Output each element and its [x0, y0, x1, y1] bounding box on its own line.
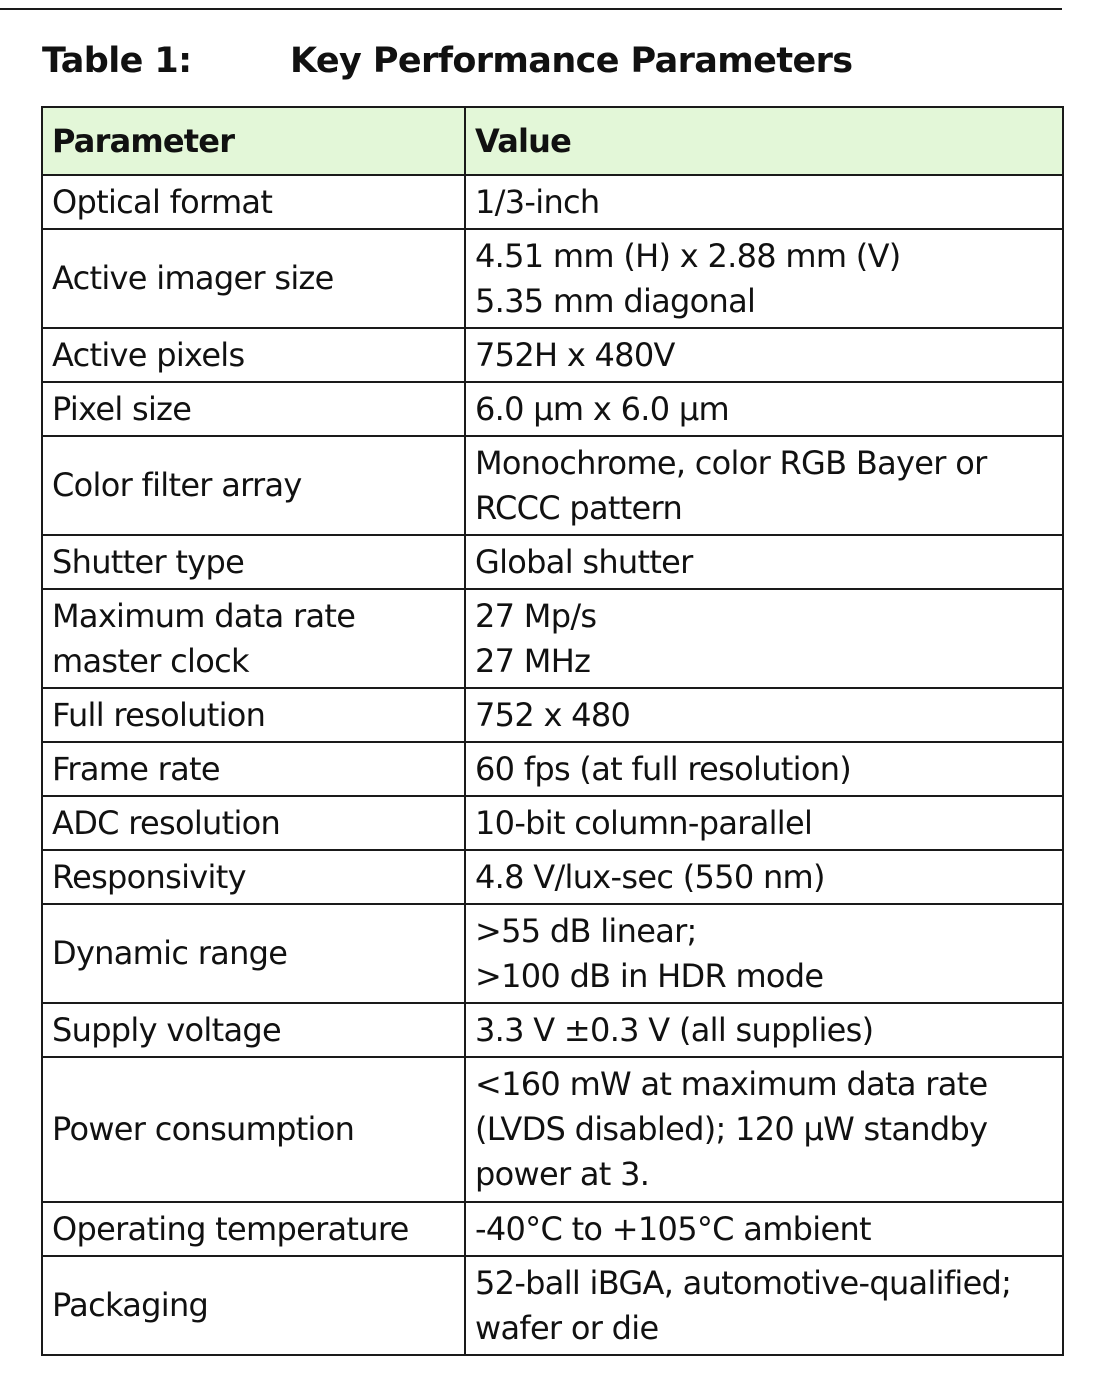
parameter-cell-line: Packaging [52, 1286, 209, 1324]
value-cell-line: 1/3-inch [475, 182, 600, 221]
parameter-cell-line: Active pixels [52, 335, 245, 374]
header-parameter: Parameter [42, 107, 465, 175]
parameter-cell-line: master clock [52, 641, 249, 680]
value-cell-line: 3.3 V ±0.3 V (all supplies) [475, 1010, 874, 1049]
parameter-cell-line: ADC resolution [52, 803, 281, 842]
parameter-cell [42, 796, 465, 850]
parameter-cell-line: Supply voltage [52, 1010, 281, 1049]
value-cell-line: 4.51 mm (H) x 2.88 mm (V) [475, 236, 901, 275]
parameter-cell [42, 904, 465, 1003]
parameter-cell [42, 535, 465, 589]
value-cell-line: power at 3. [475, 1155, 650, 1193]
value-cell-line: 60 fps (at full resolution) [475, 749, 852, 788]
table-row [42, 328, 1063, 382]
key-performance-parameters-table [41, 106, 1064, 1356]
value-cell-line: >55 dB linear; [475, 911, 697, 950]
table-title: Key Performance Parameters [290, 41, 853, 81]
value-cell-line: 4.8 V/lux-sec (550 nm) [475, 857, 825, 896]
parameter-cell-line: Color filter array [52, 466, 302, 504]
table-row [42, 850, 1063, 904]
table-row [42, 742, 1063, 796]
table-row [42, 175, 1063, 229]
value-cell-line: -40°C to +105°C ambient [475, 1209, 871, 1248]
value-cell-line: 752 x 480 [475, 695, 631, 734]
value-cell-line: 10-bit column-parallel [475, 803, 813, 842]
table-row [42, 1202, 1063, 1256]
table-row [42, 904, 1063, 1003]
parameter-cell [42, 1202, 465, 1256]
value-cell-line: Monochrome, color RGB Bayer or [475, 443, 987, 482]
value-cell [465, 1256, 1063, 1355]
value-cell-line: 5.35 mm diagonal [475, 281, 756, 320]
parameter-cell-line: Power consumption [52, 1110, 355, 1148]
table-number: Table 1: [42, 41, 192, 81]
value-cell-line: <160 mW at maximum data rate [475, 1065, 988, 1103]
parameter-cell [42, 1003, 465, 1057]
value-cell-line: (LVDS disabled); 120 μW standby [475, 1110, 988, 1148]
table-row [42, 535, 1063, 589]
table-row [42, 688, 1063, 742]
value-cell [465, 688, 1063, 742]
value-cell-line: >100 dB in HDR mode [475, 956, 824, 995]
value-cell [465, 904, 1063, 1003]
table-row [42, 229, 1063, 328]
parameter-cell-line: Responsivity [52, 857, 246, 896]
value-cell-line: 52-ball iBGA, automotive-qualified; [475, 1263, 1012, 1302]
parameter-cell [42, 175, 465, 229]
value-cell [465, 175, 1063, 229]
parameter-cell [42, 1057, 465, 1202]
parameter-cell [42, 382, 465, 436]
value-cell [465, 796, 1063, 850]
value-cell [465, 1003, 1063, 1057]
parameter-cell [42, 229, 465, 328]
value-cell-line: Global shutter [475, 542, 693, 581]
parameter-cell-line: Full resolution [52, 695, 266, 734]
table-row [42, 1256, 1063, 1355]
value-cell [465, 1202, 1063, 1256]
parameter-cell-line: Optical format [52, 182, 273, 221]
parameter-cell [42, 688, 465, 742]
parameter-cell-line: Pixel size [52, 389, 192, 428]
parameter-cell-line: Shutter type [52, 542, 245, 581]
parameter-cell-line: Maximum data rate [52, 596, 356, 635]
value-cell [465, 742, 1063, 796]
parameter-cell [42, 742, 465, 796]
parameter-cell [42, 328, 465, 382]
value-cell-line: wafer or die [475, 1308, 659, 1347]
value-cell [465, 229, 1063, 328]
table-row [42, 796, 1063, 850]
value-cell [465, 1057, 1063, 1202]
table-row [42, 1003, 1063, 1057]
table-header-row [42, 107, 1063, 175]
table-row [42, 1057, 1063, 1202]
header-value: Value [465, 107, 1063, 175]
top-rule [0, 8, 1062, 10]
parameter-cell-line: Operating temperature [52, 1209, 409, 1248]
value-cell [465, 328, 1063, 382]
table-row [42, 589, 1063, 688]
value-cell-line: 752H x 480V [475, 335, 675, 374]
value-cell-line: 27 Mp/s [475, 596, 597, 635]
parameter-cell-line: Frame rate [52, 749, 220, 788]
value-cell-line: RCCC pattern [475, 488, 683, 527]
parameter-cell [42, 850, 465, 904]
value-cell [465, 436, 1063, 535]
table-row [42, 382, 1063, 436]
parameter-cell-line: Dynamic range [52, 934, 288, 972]
value-cell [465, 850, 1063, 904]
table-row [42, 436, 1063, 535]
value-cell-line: 27 MHz [475, 641, 591, 680]
parameter-cell [42, 1256, 465, 1355]
table-body [42, 175, 1063, 1355]
value-cell [465, 535, 1063, 589]
parameter-cell [42, 436, 465, 535]
parameter-cell-line: Active imager size [52, 259, 334, 297]
parameter-cell [42, 589, 465, 688]
value-cell [465, 589, 1063, 688]
value-cell [465, 382, 1063, 436]
value-cell-line: 6.0 μm x 6.0 μm [475, 389, 729, 428]
